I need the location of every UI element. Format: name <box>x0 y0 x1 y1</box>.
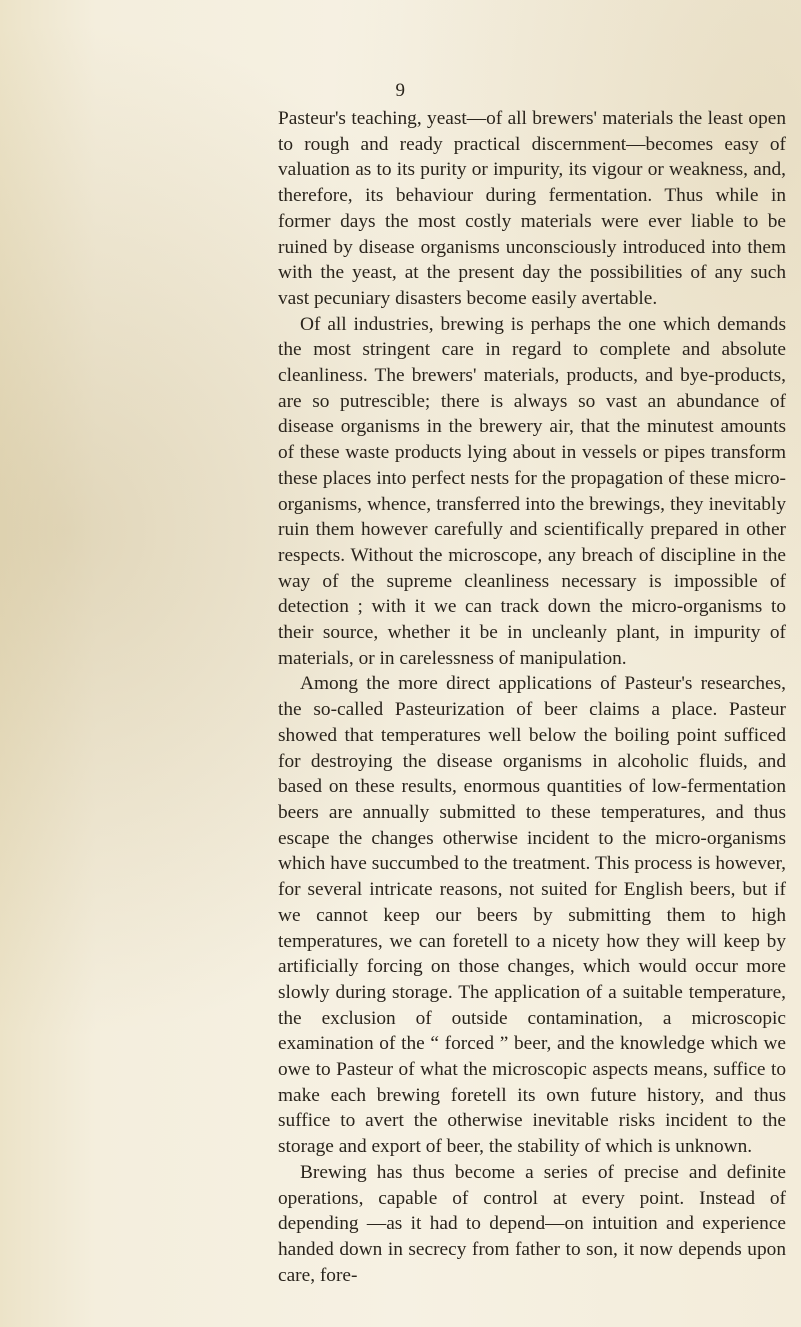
paragraph-3: Among the more direct applications of Pasteur's researches, the so-called Pasteurization of beer claims a place. Pasteur showed that temperatures well below the boiling point sufficed for destroying the disease organisms in alcoholic fluids, and based on these results, enormous quantities of low-fermentation beers are annually submitted to these temperatures, and thus escape the changes otherwise incident to the micro-organisms which have succumbed to the treatment. This process is however, for several intricate reasons, not suited for English beers, but if we cannot keep our beers by submitting them to high temperatures, we can foretell to a nicety how they will keep by artificially forcing on those changes, which would occur more slowly during storage. The application of a suitable temperature, the exclusion of outside contamination, a microscopic examination of the “ forced ” beer, and the knowledge which we owe to Pasteur of what the microscopic aspects means, suffice to make each brewing foretell its own future history, and thus suffice to avert the otherwise inevitable risks incident to the storage and export of beer, the stability of which is unknown. <box>278 673 786 1158</box>
paragraph-4: Brewing has thus become a series of precise and definite operations, capable of control at every point. Instead of depending —as it had to depend—on intuition and experience handed down in secrecy from father to son, it now depends upon care, fore- <box>278 1161 786 1286</box>
paragraph-2: Of all industries, brewing is perhaps the one which demands the most stringent care in regard to complete and absolute cleanliness. The brewers' materials, products, and bye-products, are so putrescible; there is always so vast an abundance of disease organisms in the brewery air, that the minutest amounts of these waste products lying about in vessels or pipes transform these places into perfect nests for the propagation of these micro-organisms, whence, transferred into the brewings, they inevitably ruin them however carefully and scientifically prepared in other respects. Without the microscope, any breach of discipline in the way of the supreme cleanliness necessary is impossible of detection ; with it we can track down the micro-organisms to their source, whether it be in uncleanly plant, in impurity of materials, or in carelessness of manipulation. <box>278 313 786 669</box>
page-number: 9 <box>395 80 406 101</box>
body-text <box>278 106 786 1288</box>
paragraph-1: Pasteur's teaching, yeast—of all brewers' materials the least open to rough and ready practical discernment—becomes easy of valuation as to its purity or impurity, its vigour or weakness, and, therefore, its behaviour during fermentation. Thus while in former days the most costly materials were ever liable to be ruined by disease organisms unconsciously introduced into them with the yeast, at the present day the possibilities of any such vast pecuniary disasters become easily avertable. <box>278 108 786 309</box>
